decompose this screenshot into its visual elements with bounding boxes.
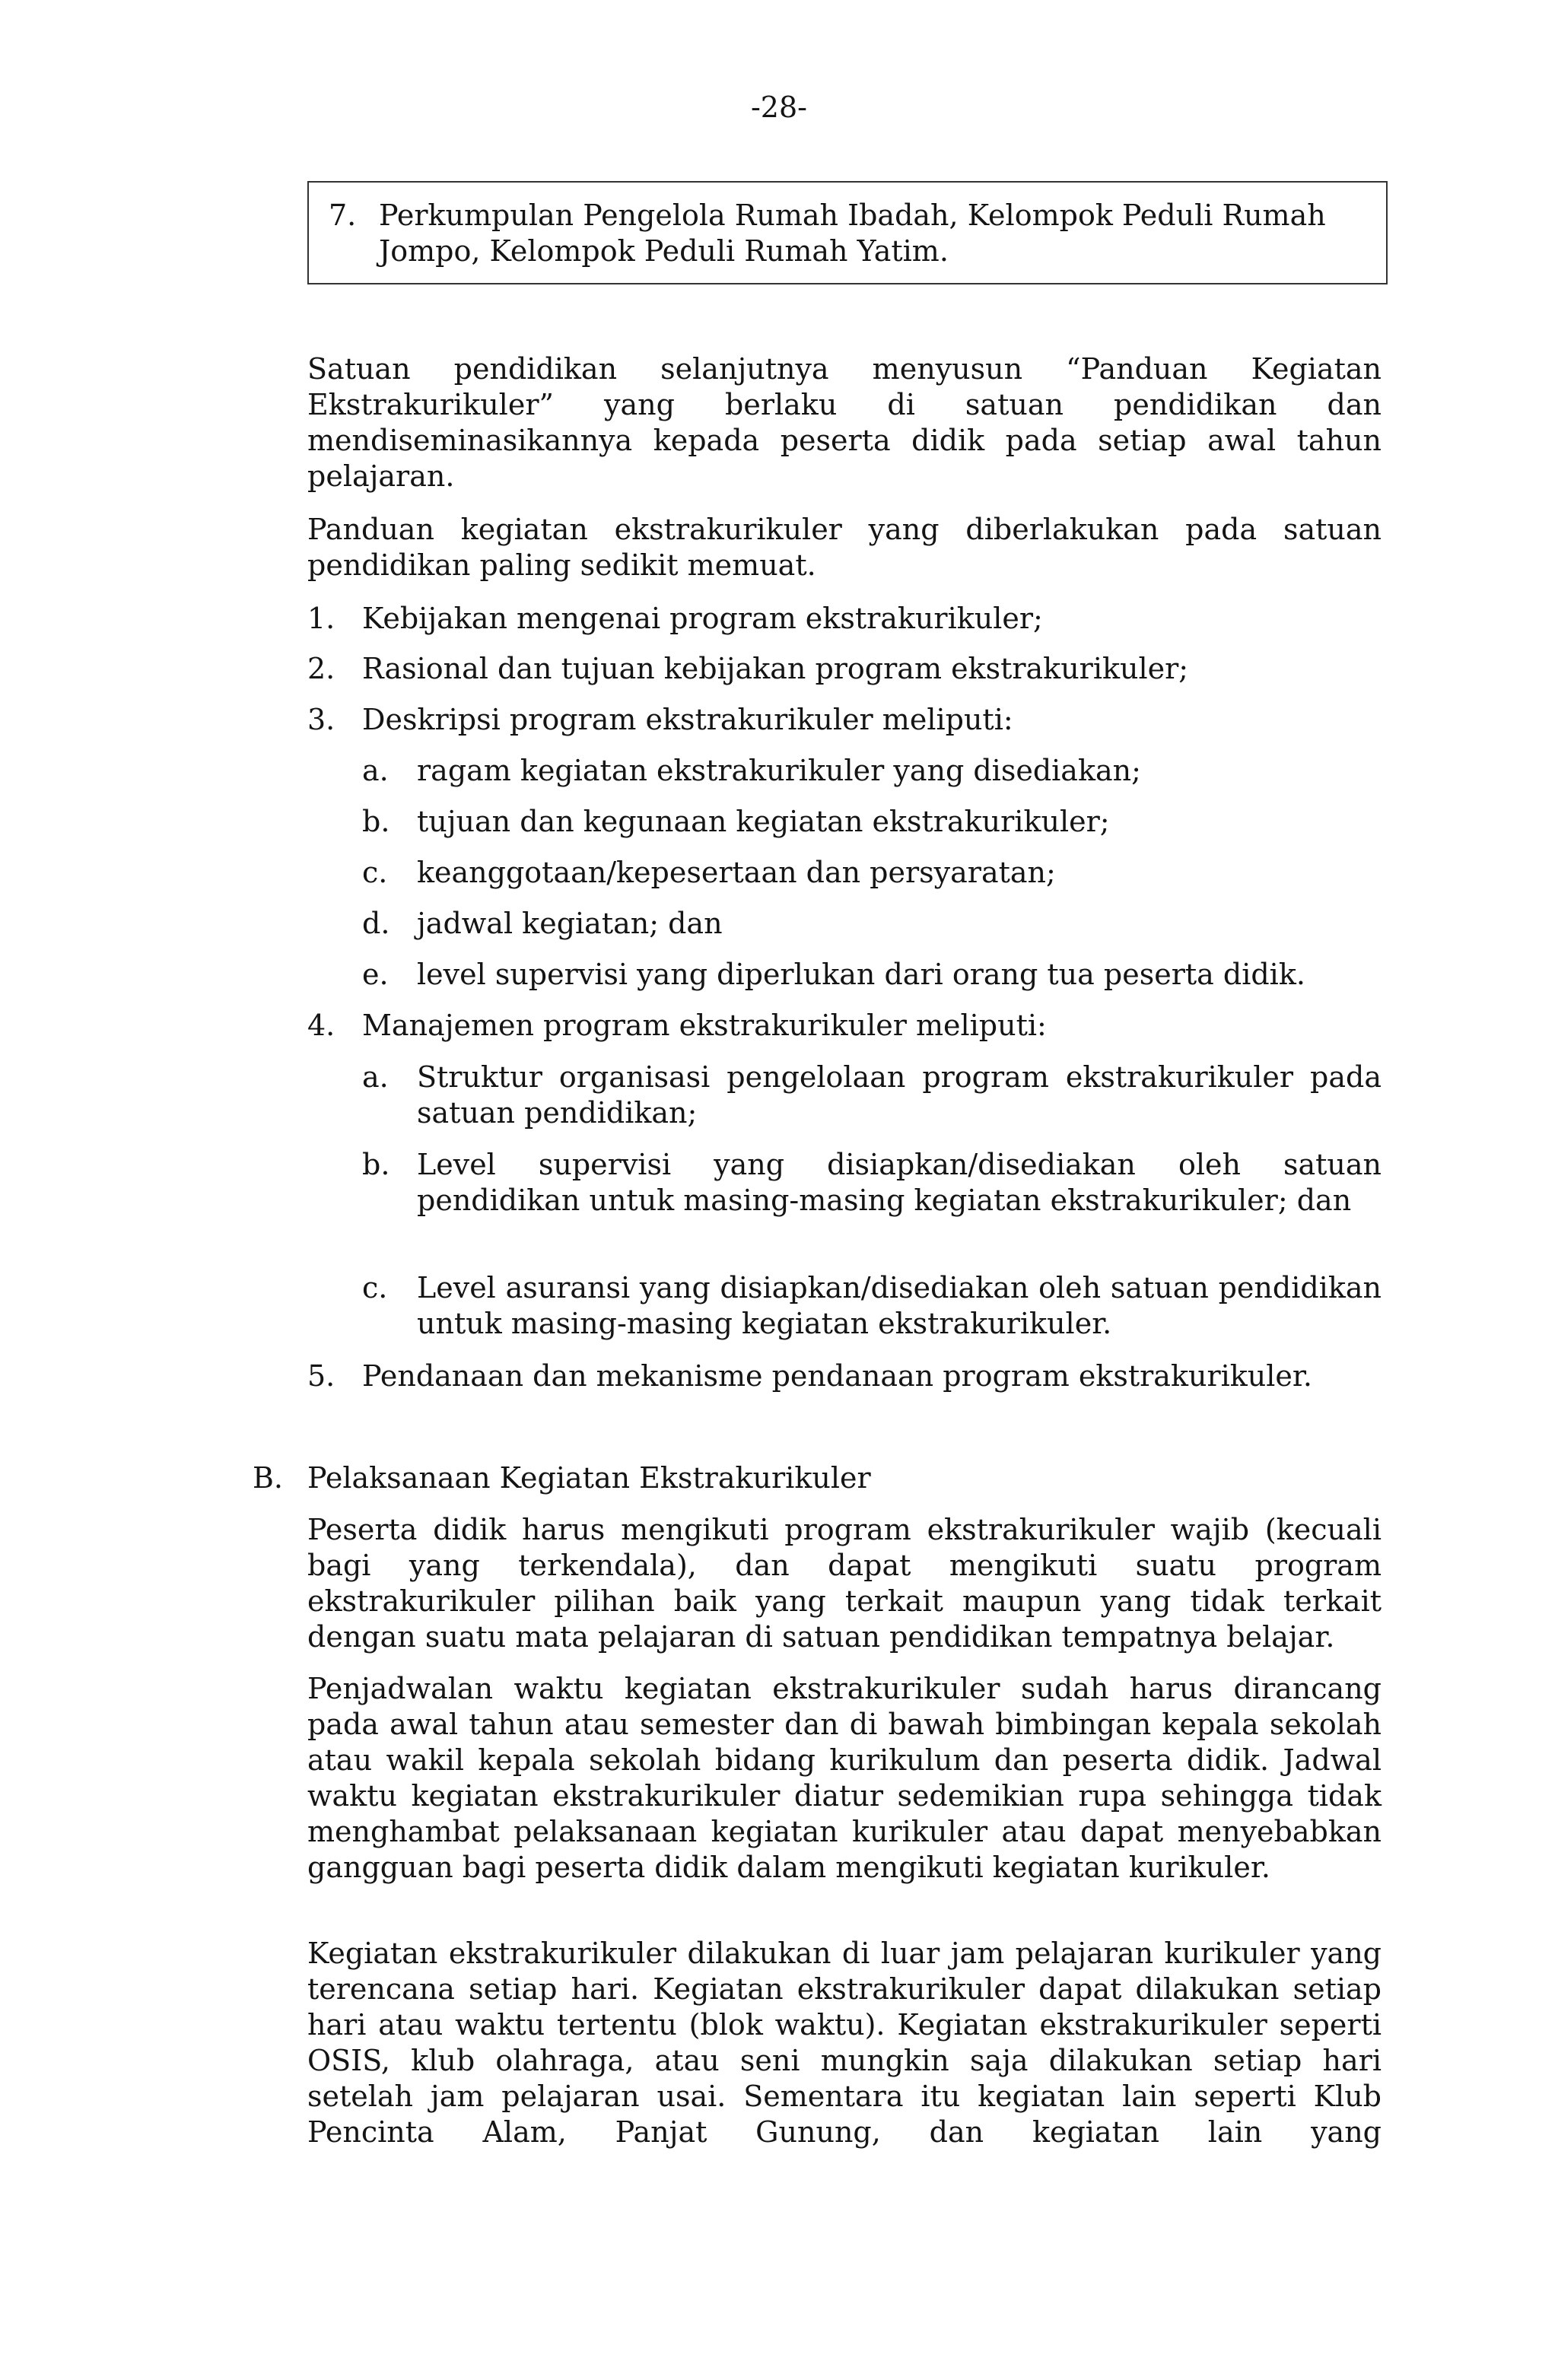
section-b-paragraph-2: Penjadwalan waktu kegiatan ekstrakurikuler sudah harus dirancang pada awal tahun atau semester dan di bawah bimbingan kepala sekolah atau wakil kepala sekolah bidang kurikulum dan peserta didik. Jadwal waktu kegiatan ekstrakurikuler diatur sedemikian rupa sehingga tidak menghambat pelaksanaan kegiatan kurikuler atau dapat menyebabkan gangguan bagi peserta didik dalam mengikuti kegiatan kurikuler. xyxy=(307,1672,1382,1884)
list-item-4a-text: Struktur organisasi pengelolaan program ekstrakurikuler pada satuan pendidikan; xyxy=(417,1060,1382,1130)
list-item-4c-letter: c. xyxy=(362,1271,388,1304)
intro-paragraph-1: Satuan pendidikan selanjutnya menyusun “Panduan Kegiatan Ekstrakurikuler” yang berlaku di satuan pendidikan dan mendiseminasikannya kepada peserta didik pada setiap awal tahun pelajaran. xyxy=(307,352,1382,493)
list-item-4-text: Manajemen program ekstrakurikuler meliputi: xyxy=(362,1009,1047,1042)
list-item-3-text: Deskripsi program ekstrakurikuler meliputi: xyxy=(362,703,1013,736)
list-item-4b-text: Level supervisi yang disiapkan/disediakan oleh satuan pendidikan untuk masing-masing kegiatan ekstrakurikuler; dan xyxy=(417,1148,1382,1217)
box-item-text: Perkumpulan Pengelola Rumah Ibadah, Kelompok Peduli Rumah Jompo, Kelompok Peduli Rumah Yatim. xyxy=(379,199,1326,268)
list-item-1-text: Kebijakan mengenai program ekstrakurikuler; xyxy=(362,602,1043,635)
list-item-5-number: 5. xyxy=(307,1359,335,1393)
list-item-3d-letter: d. xyxy=(362,907,390,940)
box-item-number: 7. xyxy=(329,199,357,232)
section-b-heading: Pelaksanaan Kegiatan Ekstrakurikuler xyxy=(307,1461,871,1495)
intro-paragraph-2: Panduan kegiatan ekstrakurikuler yang diberlakukan pada satuan pendidikan paling sedikit memuat. xyxy=(307,513,1382,582)
list-item-4b-letter: b. xyxy=(362,1148,390,1181)
page-number: -28- xyxy=(750,91,808,124)
list-item-1-number: 1. xyxy=(307,602,335,635)
list-item-3b-text: tujuan dan kegunaan kegiatan ekstrakurikuler; xyxy=(417,805,1110,838)
list-item-2-number: 2. xyxy=(307,652,335,685)
list-item-3a-text: ragam kegiatan ekstrakurikuler yang disediakan; xyxy=(417,754,1141,787)
list-item-3a-letter: a. xyxy=(362,754,389,787)
bordered-list-box xyxy=(307,181,1388,284)
list-item-3c-letter: c. xyxy=(362,856,388,889)
list-item-4c-text: Level asuransi yang disiapkan/disediakan oleh satuan pendidikan untuk masing-masing kegiatan ekstrakurikuler. xyxy=(417,1271,1382,1340)
list-item-3c-text: keanggotaan/kepesertaan dan persyaratan; xyxy=(417,856,1056,889)
section-b-paragraph-1: Peserta didik harus mengikuti program ekstrakurikuler wajib (kecuali bagi yang terkendala), dan dapat mengikuti suatu program ekstrakurikuler pilihan baik yang terkait maupun yang tidak terkait dengan suatu mata pelajaran di satuan pendidikan tempatnya belajar. xyxy=(307,1513,1382,1654)
list-item-3e-letter: e. xyxy=(362,958,389,991)
list-item-2-text: Rasional dan tujuan kebijakan program ekstrakurikuler; xyxy=(362,652,1189,685)
section-b-letter: B. xyxy=(253,1461,284,1495)
list-item-3d-text: jadwal kegiatan; dan xyxy=(417,907,723,940)
list-item-4-number: 4. xyxy=(307,1009,335,1042)
list-item-3-number: 3. xyxy=(307,703,335,736)
section-b-paragraph-3: Kegiatan ekstrakurikuler dilakukan di luar jam pelajaran kurikuler yang terencana setiap hari. Kegiatan ekstrakurikuler dapat dilakukan setiap hari atau waktu tertentu (blok waktu). Kegiatan ekstrakurikuler seperti OSIS, klub olahraga, atau seni mungkin saja dilakukan setiap hari setelah jam pelajaran usai. Sementara itu kegiatan lain seperti Klub Pencinta Alam, Panjat Gunung, dan kegiatan lain yang xyxy=(307,1937,1382,2149)
list-item-3b-letter: b. xyxy=(362,805,390,838)
list-item-3e-text: level supervisi yang diperlukan dari orang tua peserta didik. xyxy=(417,958,1305,991)
list-item-4a-letter: a. xyxy=(362,1060,389,1094)
list-item-5-text: Pendanaan dan mekanisme pendanaan program ekstrakurikuler. xyxy=(362,1359,1312,1393)
